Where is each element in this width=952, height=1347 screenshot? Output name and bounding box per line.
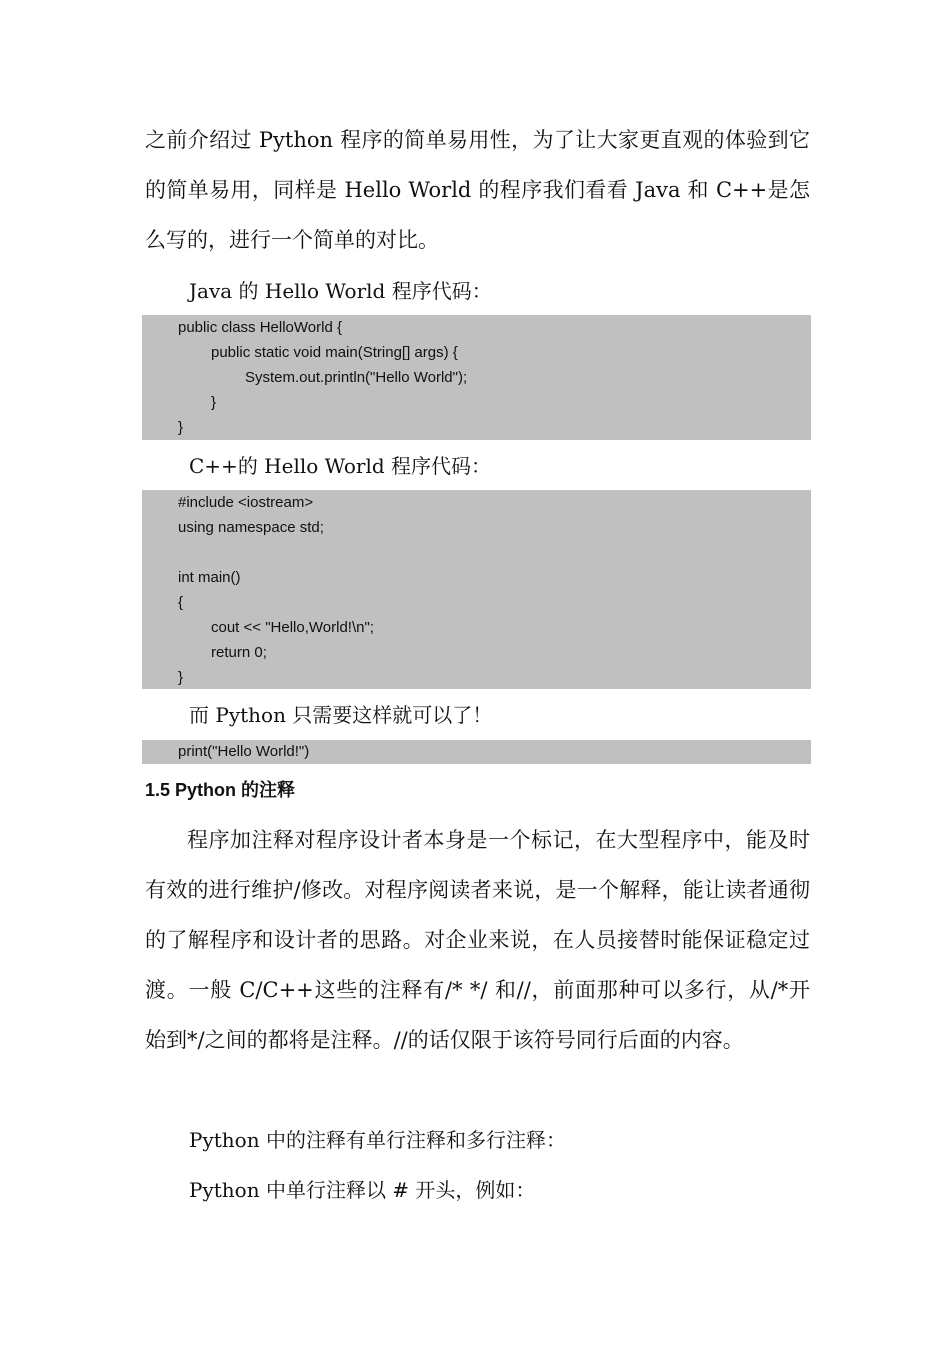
java-code-block bbox=[142, 315, 811, 440]
code-line: #include <iostream> bbox=[178, 494, 314, 511]
section-heading: 1.5 Python 的注释 bbox=[145, 780, 296, 800]
code-line: public class HelloWorld { bbox=[178, 319, 342, 336]
java-code-label: Java 的 Hello World 程序代码： bbox=[189, 279, 492, 303]
python-code-label: 而 Python 只需要这样就可以了！ bbox=[189, 703, 493, 727]
code-line: } bbox=[178, 669, 184, 686]
code-line: print("Hello World!") bbox=[178, 743, 310, 760]
code-line: System.out.println("Hello World"); bbox=[245, 369, 468, 386]
code-line: public static void main(String[] args) { bbox=[211, 344, 458, 361]
comment-paragraph: 程序加注释对程序设计者本身是一个标记，在大型程序中，能及时有效的进行维护/修改。对程序阅读者来说，是一个解释，能让读者通彻的了解程序和设计者的思路。对企业来说，在人员接替时能保证稳定过渡。一般 C/C++这些的注释有/* */ 和//，前面那种可以多行，从/*开始到*/之间的都将是注释。//的话仅限于该符号同行后面的内容。 bbox=[145, 828, 810, 1052]
code-line: return 0; bbox=[211, 644, 267, 661]
code-line: { bbox=[178, 594, 184, 611]
python-code-block bbox=[142, 740, 811, 764]
code-line: } bbox=[211, 394, 217, 411]
code-line: cout << "Hello,World!\n"; bbox=[211, 619, 374, 636]
code-line: int main() bbox=[178, 569, 241, 586]
cpp-code-block bbox=[142, 490, 811, 689]
comment-types-line: Python 中的注释有单行注释和多行注释： bbox=[189, 1128, 566, 1152]
cpp-code-label: C++的 Hello World 程序代码： bbox=[189, 454, 492, 478]
single-line-comment-line: Python 中单行注释以 # 开头，例如： bbox=[189, 1178, 536, 1202]
code-line: using namespace std; bbox=[178, 519, 324, 536]
code-line bbox=[178, 540, 811, 565]
intro-paragraph: 之前介绍过 Python 程序的简单易用性，为了让大家更直观的体验到它的简单易用，同样是 Hello World 的程序我们看看 Java 和 C++是怎么写的，进行一个简单的对比。 bbox=[145, 128, 810, 252]
code-line: } bbox=[178, 419, 184, 436]
